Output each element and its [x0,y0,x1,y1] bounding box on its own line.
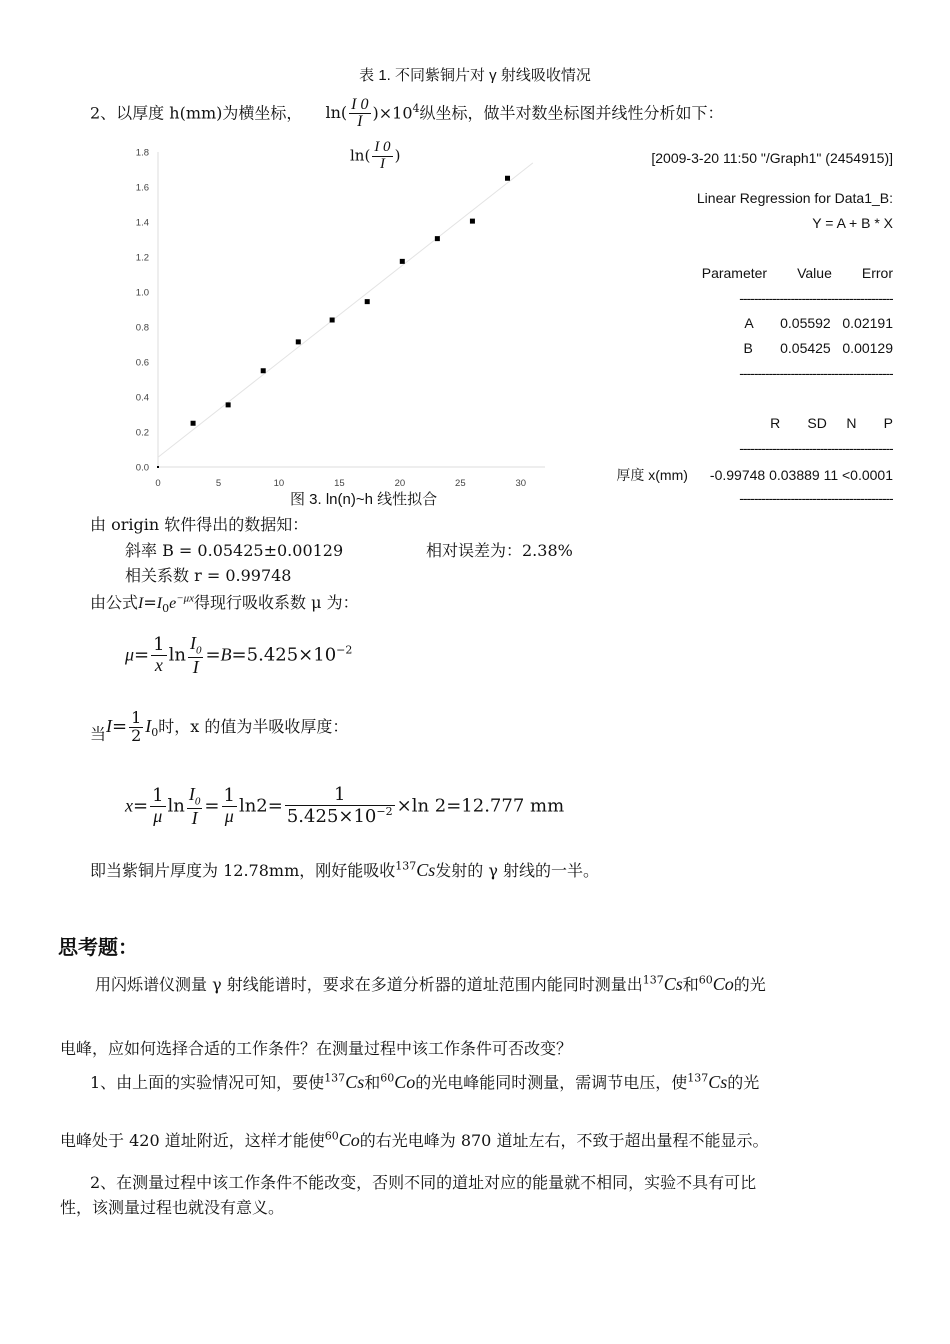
regression-row-b: B 0.05425 0.00129 [743,340,893,356]
fit-line [158,163,533,457]
data-point [296,339,301,344]
y-tick-label: 1.2 [135,252,149,264]
y-tick-label: 1.4 [135,217,149,229]
data-point [400,259,405,264]
x-tick-label: 10 [273,478,285,489]
formula-intro: 由公式$I=I_0e^{-\mu x}$得现行吸收系数 μ 为： [90,592,359,616]
y-tick-label: 1.0 [135,287,149,299]
regression-equation: Y = A + B * X [812,215,893,231]
mu-formula: μ= $\frac{1}{x}$ ln $\frac{I_0}{I}$ $=B=5.425\times 10^{-2}$ [125,633,353,678]
x-tick-label: 20 [394,478,406,489]
x-tick-label: 30 [515,478,527,489]
y-tick-label: 1.6 [135,182,149,194]
origin-text: 由 origin 软件得出的数据知： [90,515,309,534]
data-point [435,236,440,241]
table-caption: 表 1. 不同紫铜片对 γ 射线吸收情况 [359,67,591,84]
data-point [330,318,335,323]
y-tick-label: 1.8 [135,147,149,159]
question-line-2: 电峰，应如何选择合适的工作条件？在测量过程中该工作条件可否改变？ [60,1039,573,1058]
y-tick-label: 0.8 [135,322,149,334]
question-line-1: 用闪烁谱仪测量 γ 射线能谱时，要求在多道分析器的道址范围内能同时测量出$^{137}$Cs和$^{60}$Co的光 [95,973,766,994]
x-tick-label: 15 [334,478,345,489]
slope-text: 斜率 B = 0.05425±0.00129 [125,541,344,560]
regression-separator-3: ------------------------------------------ [739,440,893,456]
half-absorption-line: 当I= $\frac{1}{2}$ $I_0$时，x 的值为半吸收厚度： [90,708,349,745]
data-point [157,466,159,468]
figure-caption: 图 3. ln(n)~h 线性拟合 [290,491,438,508]
step2-fraction: $\frac{I 0}{I}$ [351,95,369,131]
answer2-line-1: 2、在测量过程中该工作条件不能改变，否则不同的道址对应的能量就不相同，实验不具有可比 [90,1173,757,1192]
x-tick-label: 25 [455,478,466,489]
chart-y-label: ln( $\frac{I 0}{I}$ ) [350,139,401,172]
answer1-line-1: 1、由上面的实验情况可知，要使$^{137}$Cs和$^{60}$Co的光电峰能同时测量，需调节电压，使$^{137}$Cs的光 [90,1071,760,1092]
regression-header: [2009-3-20 11:50 "/Graph1" (2454915)] [651,150,893,166]
regression-columns: Parameter Value Error [701,265,893,281]
regression-stats-row: 厚度 x(mm) -0.99748 0.03889 11 <0.0001 [616,467,893,483]
data-point [226,402,231,407]
x-formula: x= $\frac{1}{\mu}$ ln $\frac{I_0}{I}$ = $\frac{1}{\mu}$ ln2= $\frac{1}{5.425\times 10^{-2}}$ ×ln 2=12.777 mm [125,784,565,829]
y-tick-label: 0.0 [135,462,149,474]
data-point [505,176,510,181]
step2-line: 2、以厚度 h(mm)为横坐标， ln( $\frac{I 0}{I}$ )$\times 10^4$纵坐标，做半对数坐标图并线性分析如下： [90,95,724,131]
regression-stats-header: R SD N P [770,415,893,431]
answer2-line-2: 性，该测量过程也就没有意义。 [60,1198,285,1217]
data-point [261,368,266,373]
regression-separator-2: ------------------------------------------ [739,365,893,381]
regression-separator-4: ------------------------------------------ [739,490,893,506]
data-point [470,219,475,224]
regression-row-a: A 0.05592 0.02191 [744,315,893,331]
questions-title: 思考题： [58,935,138,959]
x-tick-label: 0 [155,478,161,489]
regression-separator: ------------------------------------------ [739,290,893,306]
y-tick-label: 0.6 [135,357,149,369]
conclusion-line: 即当紫铜片厚度为 12.78mm，刚好能吸收$^{137}$Cs发射的 γ 射线的一半。 [90,859,600,880]
correlation-text: 相关系数 r = 0.99748 [125,566,292,585]
x-tick-label: 5 [215,478,222,489]
y-tick-label: 0.2 [135,427,149,439]
y-tick-label: 0.4 [135,392,149,404]
relative-error-text: 相对误差为：2.38% [426,541,573,560]
linear-fit-chart [120,140,560,490]
answer1-line-2: 电峰处于 420 道址附近，这样才能使$^{60}$Co的右光电峰为 870 道址左右，不致于超出量程不能显示。 [60,1129,769,1150]
regression-title: Linear Regression for Data1_B: [696,190,893,206]
data-point [365,299,370,304]
data-point [191,421,196,426]
